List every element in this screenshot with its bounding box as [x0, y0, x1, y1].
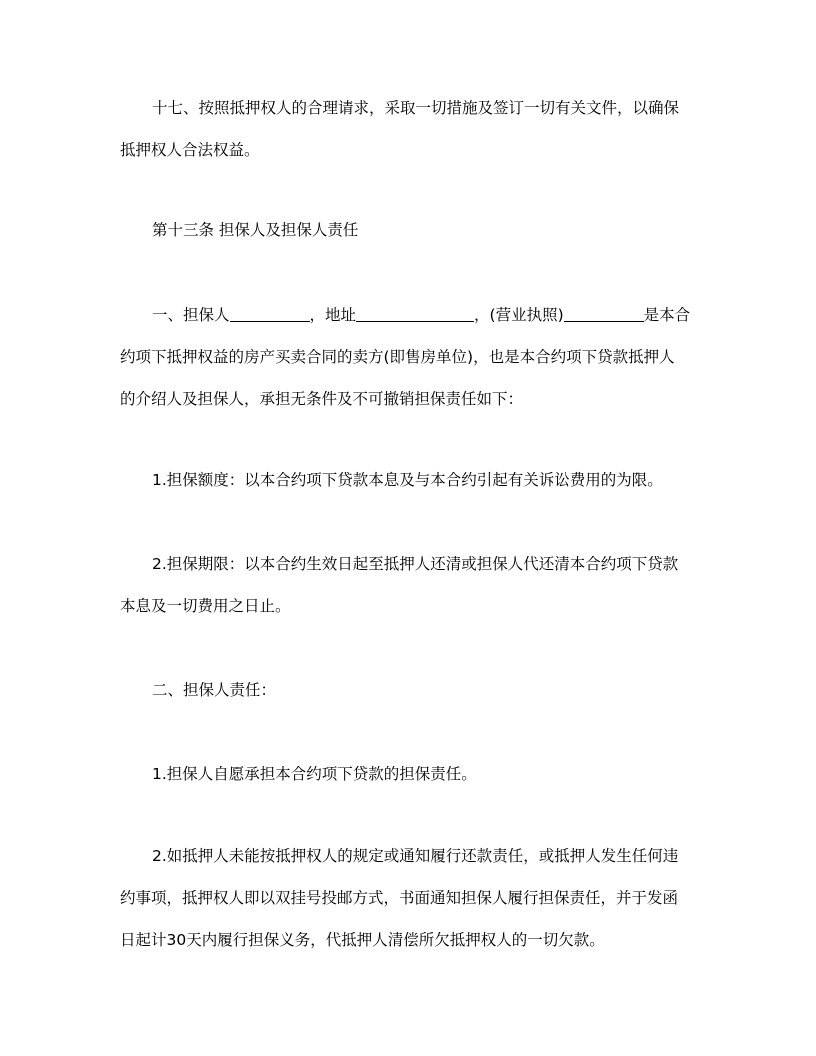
guarantee-amount: 1.担保额度：以本合约项下贷款本息及与本合约引起有关诉讼费用的为限。	[152, 471, 663, 489]
address-blank	[356, 305, 474, 322]
license-blank	[564, 305, 644, 322]
guarantor-intro-line-1	[152, 304, 690, 326]
duty-1: 1.担保人自愿承担本合约项下贷款的担保责任。	[152, 765, 477, 783]
guarantor-intro-line-2: 约项下抵押权益的房产买卖合同的卖方(即售房单位)，也是本合约项下贷款抵押人	[120, 348, 675, 366]
clause-17-line-2: 抵押权人合法权益。	[120, 141, 260, 159]
duty-2-line-1: 2.如抵押人未能按抵押权人的规定或通知履行还款责任，或抵押人发生任何违	[152, 847, 679, 865]
address-label: ，地址	[309, 306, 357, 324]
guarantee-period-line-1: 2.担保期限：以本合约生效日起至抵押人还清或担保人代还清本合约项下贷款	[152, 555, 679, 573]
guarantee-period-line-2: 本息及一切费用之日止。	[120, 597, 291, 615]
license-label: ，(营业执照)	[474, 306, 564, 324]
guarantor-intro-line-3: 的介绍人及担保人，承担无条件及不可撤销担保责任如下：	[120, 390, 524, 408]
duty-2-line-3: 日起计30天内履行担保义务，代抵押人清偿所欠抵押权人的一切欠款。	[120, 931, 605, 949]
guarantor-name-blank	[230, 305, 310, 322]
clause-17-line-1: 十七、按照抵押权人的合理请求，采取一切措施及签订一切有关文件，以确保	[152, 99, 680, 117]
section-two-heading: 二、担保人责任：	[152, 681, 277, 699]
guarantor-intro-tail: 是本合	[643, 306, 691, 324]
guarantor-label: 一、担保人	[152, 306, 230, 324]
duty-2-line-2: 约事项，抵押权人即以双挂号投邮方式，书面通知担保人履行担保责任，并于发函	[120, 889, 679, 907]
article-13-heading: 第十三条 担保人及担保人责任	[152, 221, 359, 239]
